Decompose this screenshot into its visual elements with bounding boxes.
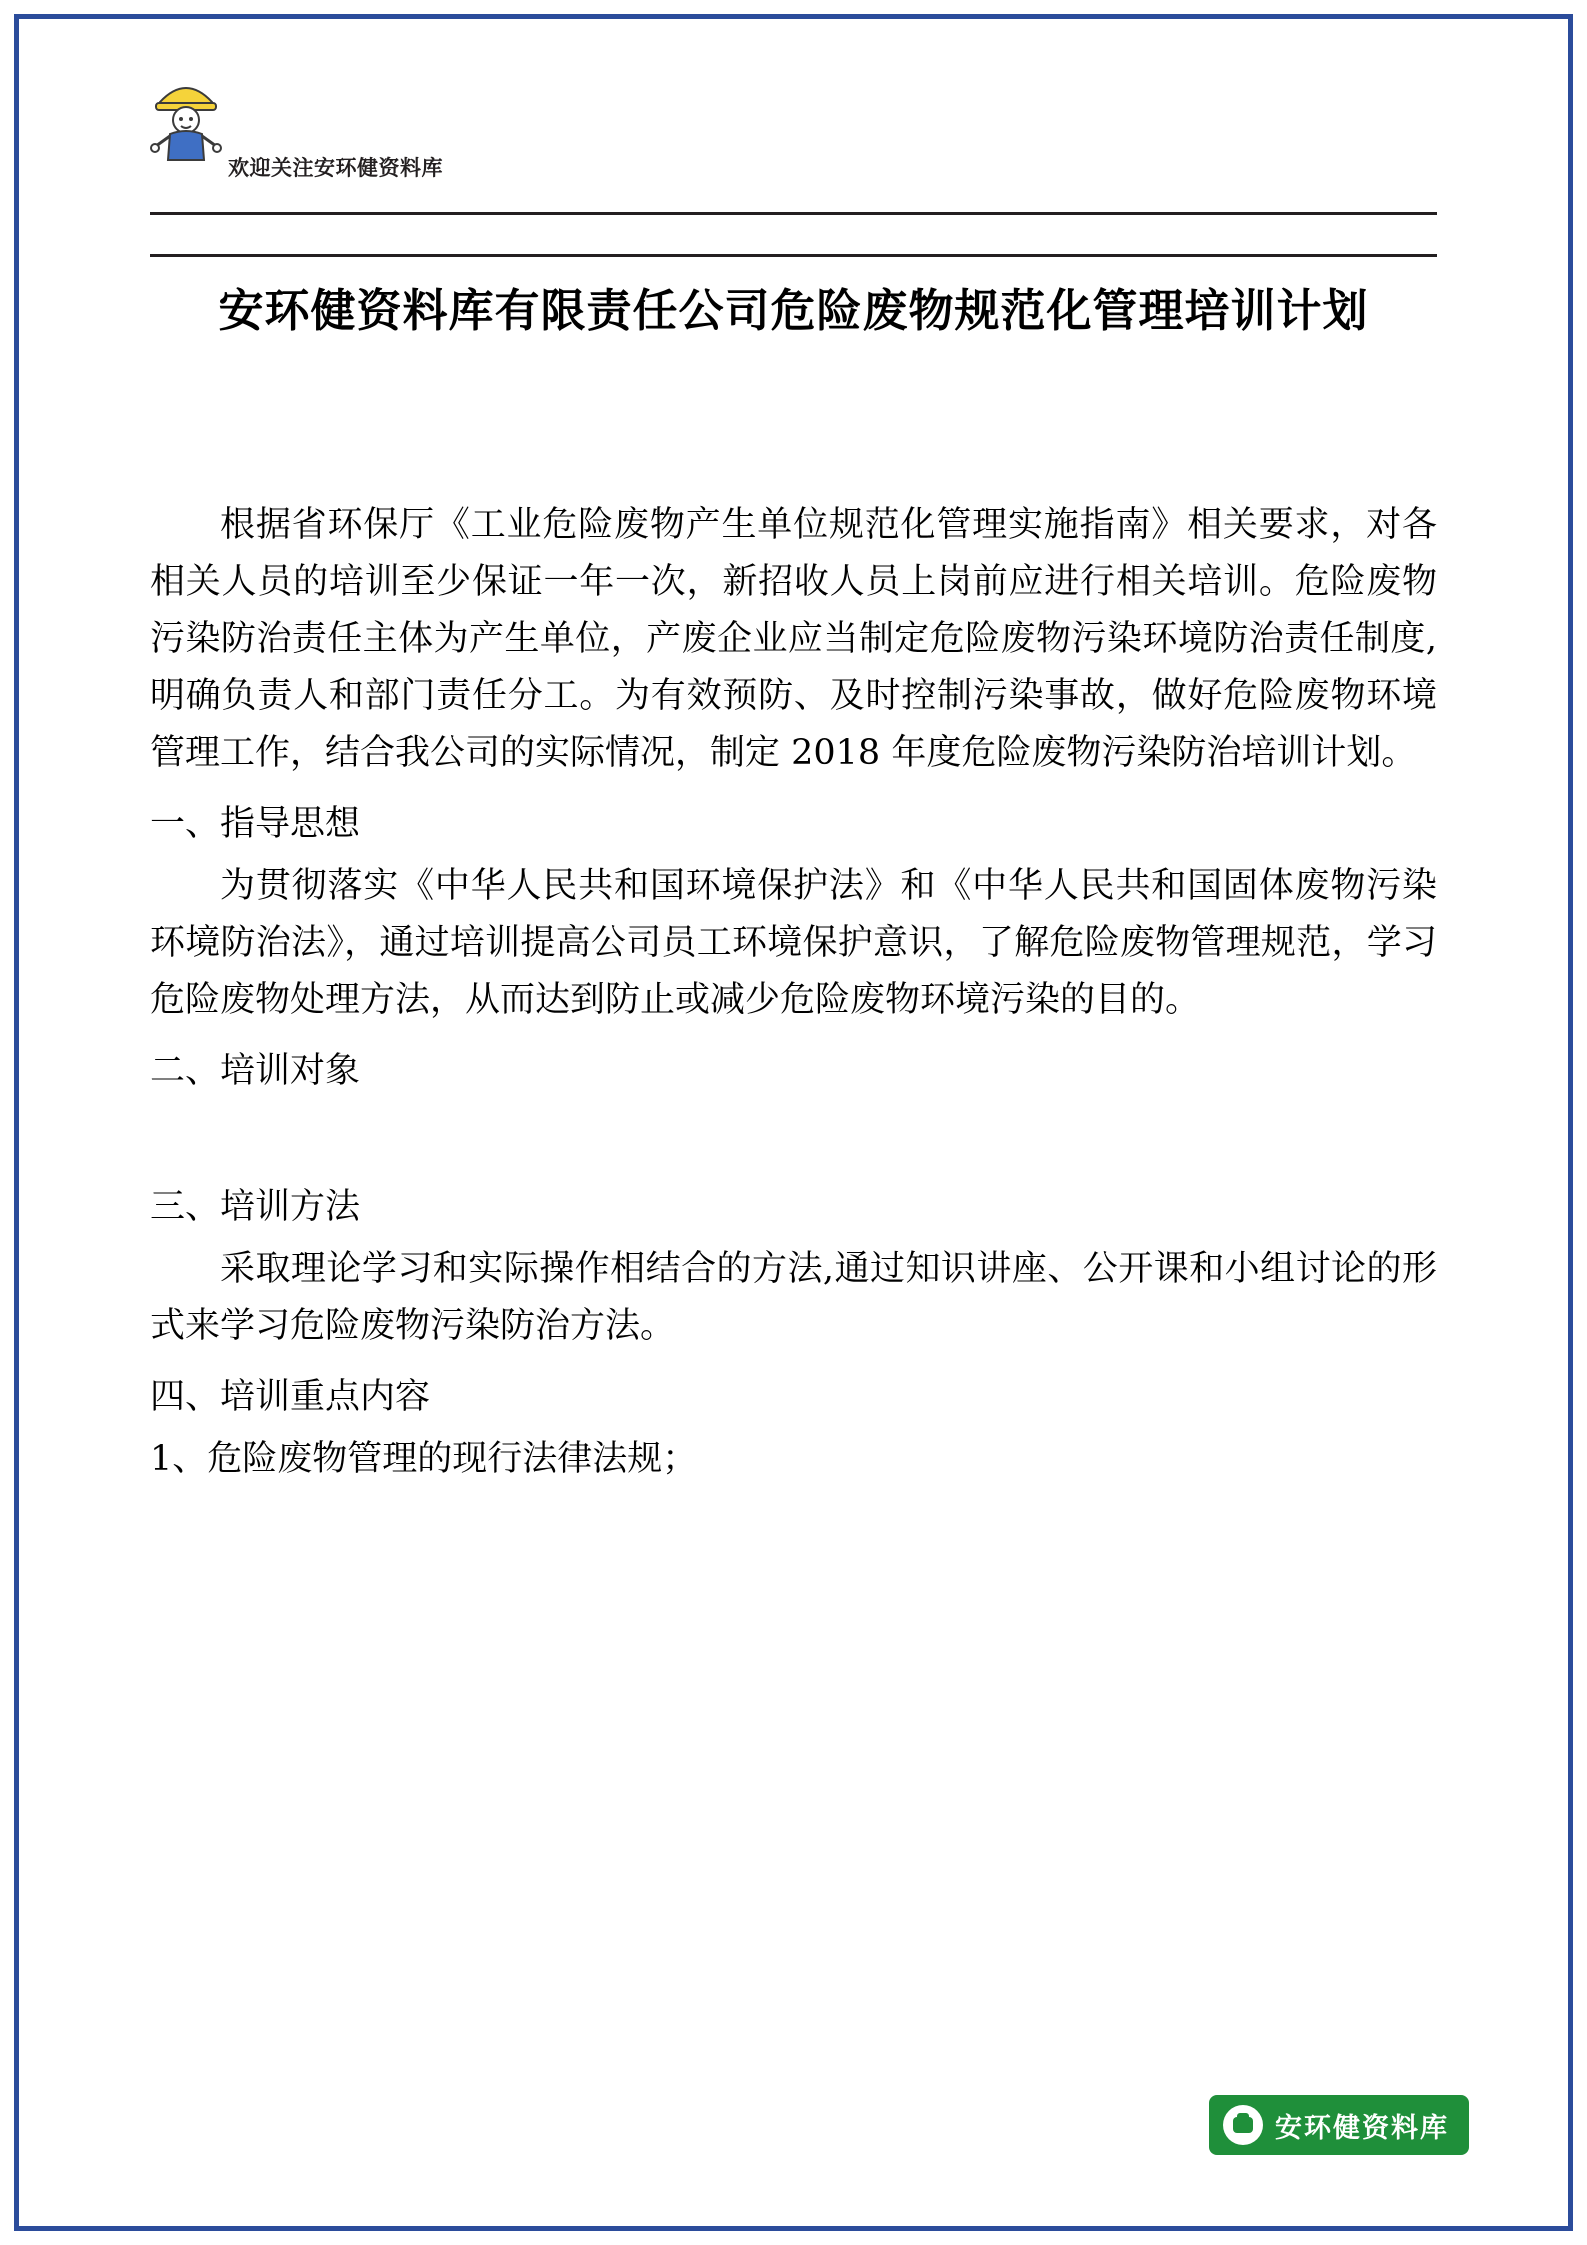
list-item: 1、危险废物管理的现行法律法规； (150, 1439, 698, 1480)
section-heading-1: 一、指导思想 (150, 804, 361, 845)
header-divider-top (150, 212, 1437, 215)
page-header (150, 0, 1437, 212)
header-brand-label: 欢迎关注安环健资料库 (228, 156, 443, 180)
section-heading-3: 三、培训方法 (150, 1187, 361, 1228)
header-divider-bottom (150, 254, 1437, 257)
section-body-3: 采取理论学习和实际操作相结合的方法,通过知识讲座、公开课和小组讨论的形式来学习危险废物污染防治方法。 (150, 1249, 1437, 1347)
intro-paragraph: 根据省环保厅《工业危险废物产生单位规范化管理实施指南》相关要求，对各相关人员的培训至少保证一年一次，新招收人员上岗前应进行相关培训。危险废物污染防治责任主体为产生单位，产废企业应当制定危险废物污染环境防治责任制度,明确负责人和部门责任分工。为有效预防、及时控制污染事故，做好危险废物环境管理工作，结合我公司的实际情况，制定 2018 年度危险废物污染防治培训计划。 (150, 505, 1437, 774)
hardhat-worker-mascot-icon (150, 72, 222, 164)
section-body-1: 为贯彻落实《中华人民共和国环境保护法》和《中华人民共和国固体废物污染环境防治法》，通过培训提高公司员工环境保护意识，了解危险废物管理规范，学习危险废物处理方法，从而达到防止或减少危险废物环境污染的目的。 (150, 866, 1437, 1021)
wechat-badge-icon (1223, 2105, 1263, 2145)
section-heading-4: 四、培训重点内容 (150, 1377, 431, 1418)
section-body-2-blank (150, 1105, 1437, 1165)
footer-watermark-label: 安环健资料库 (1275, 2112, 1449, 2144)
document-body (150, 497, 1437, 1487)
page-title: 安环健资料库有限责任公司危险废物规范化管理培训计划 (218, 284, 1369, 337)
footer-watermark (1209, 2095, 1469, 2155)
section-heading-2: 二、培训对象 (150, 1051, 361, 1092)
